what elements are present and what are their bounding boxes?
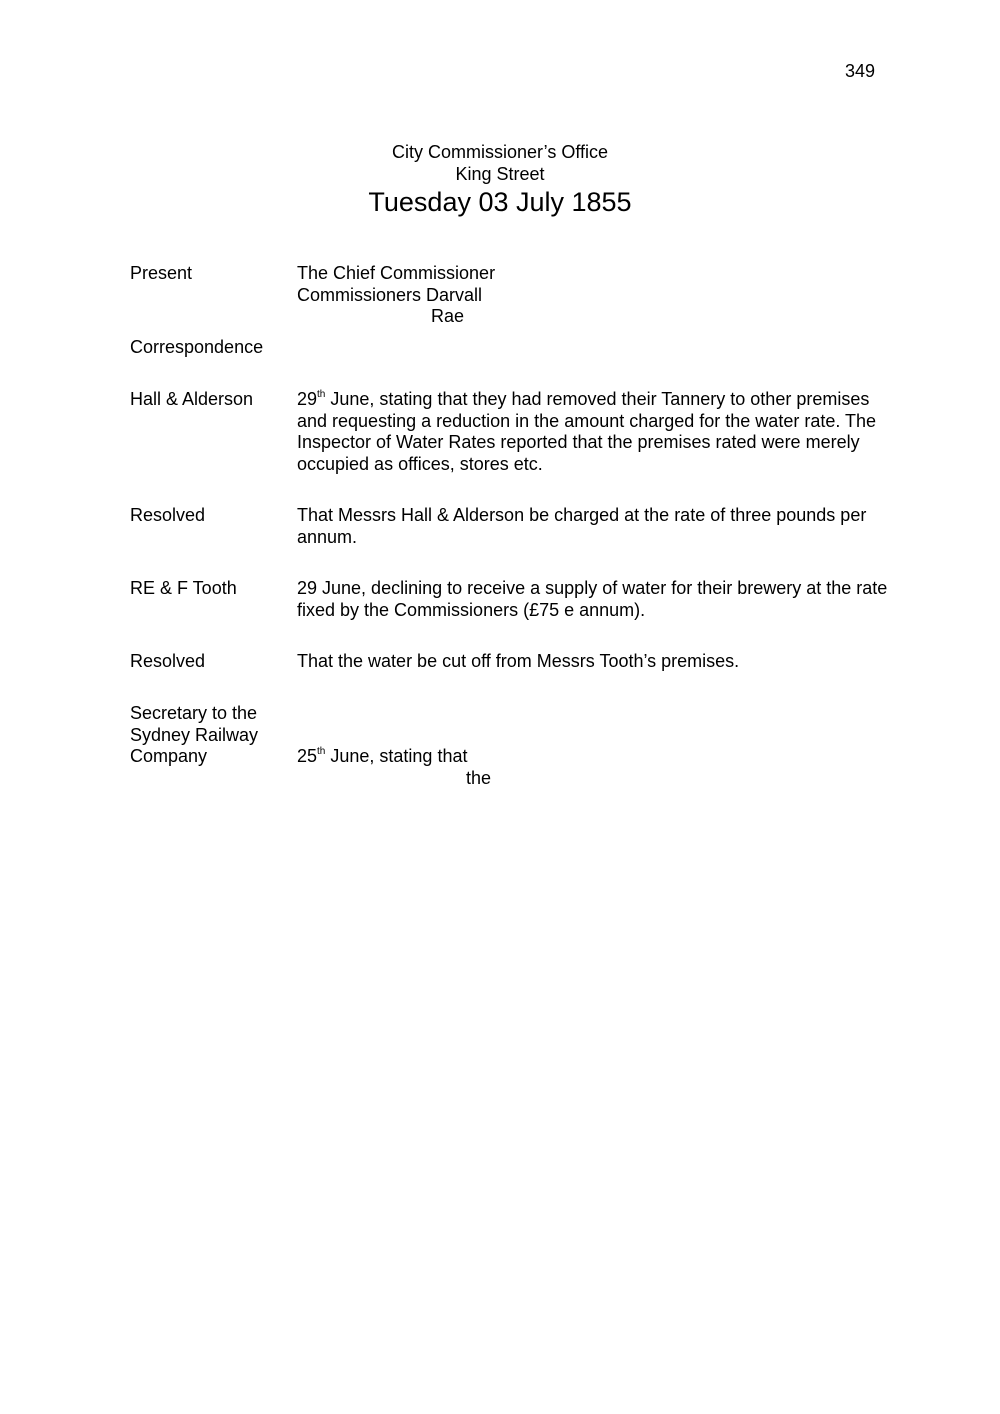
hall-alderson-line-3: Inspector of Water Rates reported that the premises rated were merely: [297, 432, 860, 452]
hall-alderson-day: 29: [297, 389, 318, 409]
office-name: City Commissioner’s Office: [391, 142, 609, 162]
meeting-date: Tuesday 03 July 1855: [368, 187, 632, 217]
tooth-line-2: fixed by the Commissioners (£75 e annum).: [297, 599, 646, 620]
railway-day-suffix: th: [317, 746, 326, 757]
present-text: [297, 263, 910, 328]
tooth-line-1: 29 June, declining to receive a supply of water for their brewery at the rate: [297, 578, 888, 598]
railway-label-line-3: Company: [130, 746, 208, 766]
street-name: King Street: [455, 163, 545, 184]
document-header: [0, 142, 1000, 218]
commissioner-rae: Rae: [431, 306, 465, 326]
railway-day: 25: [297, 746, 318, 766]
resolved-2-line-1: That the water be cut off from Messrs Tooth’s premises.: [297, 651, 740, 671]
railway-line-1: [297, 746, 910, 768]
page-number: 349: [845, 61, 876, 81]
railway-text: [297, 746, 910, 789]
tooth-label: RE & F Tooth: [130, 578, 237, 598]
resolved-1-line-1: That Messrs Hall & Alderson be charged at the rate of three pounds per: [297, 505, 867, 525]
hall-alderson-line-1-rest: June, stating that they had removed their Tannery to other premises: [325, 389, 870, 409]
railway-label-line-2: Sydney Railway: [130, 724, 259, 745]
resolved-text-2: [297, 651, 910, 673]
railway-line-2: the: [466, 767, 492, 788]
resolved-text-1: [297, 505, 910, 548]
hall-alderson-line-2: and requesting a reduction in the amount charged for the water rate. The: [297, 410, 877, 431]
hall-alderson-line-4: occupied as offices, stores etc.: [297, 453, 543, 474]
hall-alderson-day-suffix: th: [317, 389, 326, 400]
resolved-1-line-2: annum.: [297, 526, 358, 547]
railway-line-1-rest: June, stating that: [325, 746, 468, 766]
resolved-label-2: Resolved: [130, 651, 206, 671]
hall-alderson-text: [297, 389, 910, 475]
resolved-label-1: Resolved: [130, 505, 206, 525]
commissioners-darvall: Commissioners Darvall: [297, 284, 483, 305]
hall-alderson-label: Hall & Alderson: [130, 389, 254, 409]
correspondence-label: Correspondence: [130, 337, 264, 357]
tooth-text: [297, 578, 910, 621]
chief-commissioner: The Chief Commissioner: [297, 263, 496, 283]
railway-label-line-1: Secretary to the: [130, 703, 258, 723]
present-label: Present: [130, 263, 193, 283]
railway-label: [130, 703, 290, 768]
hall-alderson-line-1: [297, 389, 910, 411]
